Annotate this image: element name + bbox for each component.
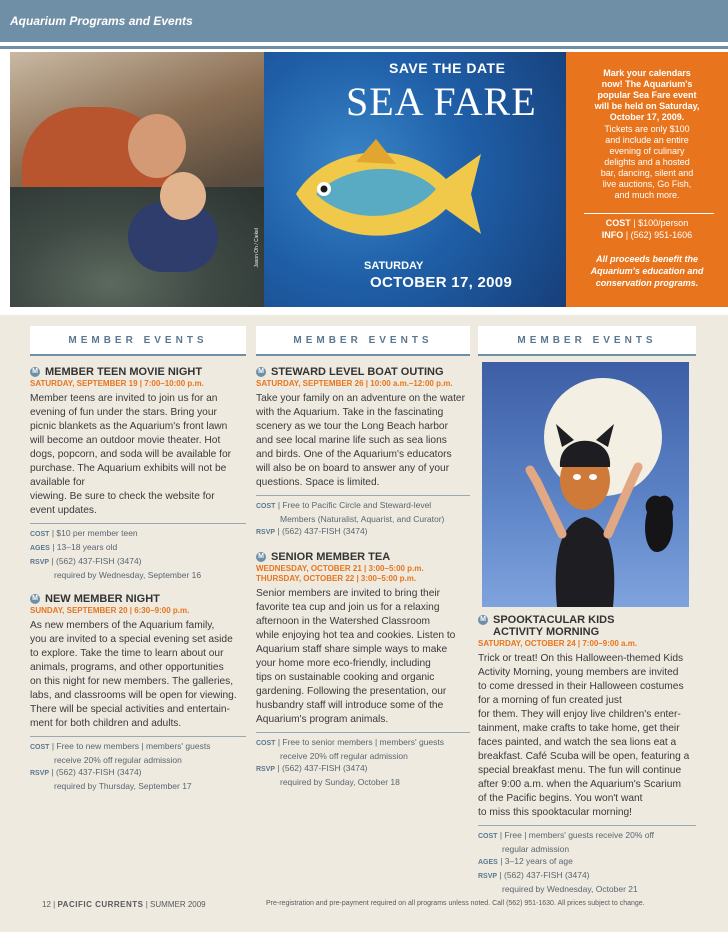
desc-line: event updates. [30,505,97,516]
publication-name: PACIFIC CURRENTS [57,900,144,909]
desc-line: ment for both children and adults. [30,718,182,729]
member-badge-icon: M [30,594,40,604]
desc-line: Take your family on an adventure on the water [256,393,465,404]
section-title: Aquarium Programs and Events [10,14,193,28]
event-date: SATURDAY, OCTOBER 24 | 7:00–9:00 a.m. [478,639,638,648]
rsvp-note: required by Wednesday, October 21 [502,884,638,894]
desc-line: to explore. Take the time to learn about our [30,648,224,659]
events-column-3 [478,326,696,356]
events-column-1 [30,326,246,792]
info-key: INFO [601,230,624,240]
event-details: COST | Free to new members | members' guests receive 20% off regular admission RSVP | (562) 437-FISH (3474) required by Thursday, September 17 [30,740,246,792]
event-date: THURSDAY, OCTOBER 22 | 3:00–5:00 p.m. [256,574,417,583]
event-description [256,392,470,490]
rsvp-note: required by Wednesday, September 16 [54,570,202,580]
desc-line: with the Aquarium. Take in the fascinating [256,407,444,418]
event-date: SATURDAY, SEPTEMBER 19 | 7:00–10:00 p.m. [30,379,204,388]
desc-line: on this night for new members. The galleries, [30,676,234,687]
info-line: live auctions, Go Fish, [602,179,692,189]
events-column-2 [256,326,470,788]
desc-line: viewing. Be sure to check the website for [30,491,215,502]
desc-line: of the Pacific begins. You won't want [478,793,643,804]
event-details: COST | Free to Pacific Circle and Steward-level Members (Naturalist, Aquarist, and Curator) RSVP | (562) 437-FISH (3474) [256,499,470,539]
desc-line: Trick or treat! On this Halloween-themed Kids [478,653,684,664]
desc-line: for them. They will enjoy live children's enter- [478,709,681,720]
fish-illustration-icon [286,134,486,254]
desc-line: husbandry staff will introduce some of the [256,700,444,711]
desc-line: There will be special activities and entertain- [30,704,230,715]
info-line: Mark your calendars [603,68,691,78]
event-title-text: NEW MEMBER NIGHT [45,593,160,605]
desc-line: to come dressed in their Halloween costumes [478,681,684,692]
desc-line: while enjoying hot tea and cookies. Listen to [256,630,456,641]
cost-key: COST [30,531,50,538]
member-badge-icon: M [256,552,266,562]
desc-line: special breakfast menu. The fun will continue [478,765,682,776]
ages-key: AGES [30,545,50,552]
desc-line: Member teens are invited to join us for an [30,393,218,404]
cost-note: receive 20% off regular admission [54,755,182,765]
spooktacular-event [478,614,696,895]
member-events-heading: MEMBER EVENTS [256,326,470,356]
desc-line: dogs, popcorn, and soda will be available for [30,449,232,460]
event-description [478,652,696,820]
photo-figure-boy-head [160,172,206,220]
desc-line: As new members of the Aquarium family, [30,620,215,631]
event-title [478,614,696,626]
event-date: OCTOBER 17, 2009 [370,274,513,291]
member-events-heading: MEMBER EVENTS [30,326,246,356]
rsvp-phone: (562) 437-FISH (3474) [56,767,142,777]
sea-fare-info-panel [566,52,728,307]
header-bar [0,0,728,42]
info-line: delights and a hosted [604,157,690,167]
cost-key: COST [30,744,50,751]
event-date: WEDNESDAY, OCTOBER 21 | 3:00–5:00 p.m. [256,564,424,573]
desc-line: and see local marine life such as sea lions [256,435,447,446]
rsvp-note: required by Thursday, September 17 [54,781,192,791]
desc-line: you are invited to a special evening set aside [30,634,233,645]
cost-value: Free | members' guests receive 20% off [504,830,655,840]
issue-name: SUMMER 2009 [150,900,206,909]
halloween-child-photo [482,362,689,607]
cat-costume-child-icon [482,362,689,607]
proceeds-line: Aquarium's education and [590,266,704,276]
event-title [256,366,470,378]
rsvp-phone: (562) 437-FISH (3474) [282,526,368,536]
member-events-heading: MEMBER EVENTS [478,326,696,356]
desc-line: will become an outdoor movie theater. Hot [30,435,221,446]
desc-line: Aquarium staff share simple ways to make [256,644,448,655]
info-divider [584,213,714,214]
event-description [30,392,246,518]
event-title-text: SPOOKTACULAR KIDS [493,614,615,626]
rsvp-phone: (562) 437-FISH (3474) [282,763,368,773]
rsvp-key: RSVP [30,559,50,566]
event-date: SATURDAY, SEPTEMBER 26 | 10:00 a.m.–12:00 p.m. [256,379,453,388]
sea-fare-title: SEA FARE [346,79,537,124]
desc-line: to miss this spooktacular morning! [478,807,633,818]
cost-key: COST [256,503,276,510]
event-title-text: STEWARD LEVEL BOAT OUTING [271,366,444,378]
desc-line: afternoon in the Watershed Classroom [256,616,431,627]
info-line: October 17, 2009. [609,112,685,122]
event-title-text: SENIOR MEMBER TEA [271,551,391,563]
desc-line: Activity Morning, young members are invited [478,667,679,678]
photo-figure-man-head [128,114,186,178]
event-details: COST | Free to senior members | members' guests receive 20% off regular admission RSVP | (562) 437-FISH (3474) required by Sunday, October 18 [256,736,470,788]
rsvp-key: RSVP [256,529,276,536]
rsvp-phone: (562) 437-FISH (3474) [56,556,142,566]
cost-note: regular admission [502,844,570,854]
page-footer: 12 | PACIFIC CURRENTS | SUMMER 2009 [42,900,206,909]
proceeds-line: conservation programs. [595,278,699,288]
event-divider [30,523,246,524]
desc-line: questions. Space is limited. [256,477,380,488]
desc-line: after 9:00 a.m. when the Aquarium's Scarium [478,779,681,790]
save-the-date-text: SAVE THE DATE [389,60,506,76]
photo-credit: Jason Oh / Ciekel [254,227,260,267]
ages-value: 3–12 years of age [504,856,573,866]
event-title [30,366,246,378]
event-details: COST | $10 per member teen AGES | 13–18 years old RSVP | (562) 437-FISH (3474) required by Wednesday, September 16 [30,527,246,581]
footer-note: Pre-registration and pre-payment required on all programs unless noted. Call (562) 951-1630. All prices subject to change. [266,900,645,907]
rsvp-note: required by Sunday, October 18 [280,777,400,787]
event-title-line2: ACTIVITY MORNING [493,626,600,638]
page-number: 12 [42,900,51,909]
desc-line: animals, programs, and other opportunities [30,662,224,673]
event-date: SUNDAY, SEPTEMBER 20 | 6:30–9:00 p.m. [30,606,190,615]
event-title [30,593,246,605]
event-divider [478,825,696,826]
sea-fare-banner [264,52,566,307]
desc-line: and birds. One of the Aquarium's educators [256,449,452,460]
member-badge-icon: M [30,367,40,377]
info-line: Tickets are only $100 [604,124,690,134]
cost-value: Free to senior members | members' guests [282,737,444,747]
desc-line: purchase. The Aquarium exhibits will not be available for [30,463,227,488]
event-divider [30,736,246,737]
desc-line: breakfast. Café Scuba will be open, featuring a [478,751,690,762]
cost-key: COST [478,833,498,840]
info-line: popular Sea Fare event [597,90,697,100]
ages-key: AGES [478,859,498,866]
info-phone: (562) 951-1606 [630,230,693,240]
proceeds-line: All proceeds benefit the [595,254,699,264]
desc-line: tips on sustainable cooking and organic [256,672,435,683]
rsvp-key: RSVP [256,766,276,773]
cost-value: Free to new members | members' guests [56,741,211,751]
header-divider [0,46,728,49]
ages-value: 13–18 years old [56,542,118,552]
info-line: now! The Aquarium's [601,79,693,89]
rsvp-phone: (562) 437-FISH (3474) [504,870,590,880]
event-divider [256,495,470,496]
desc-line: tainment, make crafts to take home, get their [478,723,680,734]
desc-line: Senior members are invited to bring their [256,588,441,599]
cost-key: COST [256,740,276,747]
desc-line: will also be on board to answer any of your [256,463,450,474]
desc-line: labs, and classrooms will be open for viewing. [30,690,237,701]
rsvp-key: RSVP [478,873,498,880]
member-badge-icon: M [478,615,488,625]
desc-line: evening of fun under the stars. Bring your [30,407,217,418]
cost-note: Members (Naturalist, Aquarist, and Curator) [280,514,445,524]
cost-line: COST | $100/person [605,218,689,228]
desc-line: scenery as we tour the Long Beach harbor [256,421,448,432]
cost-note: receive 20% off regular admission [280,751,408,761]
desc-line: gardening. Following the presentation, our [256,686,447,697]
desc-line: faces painted, and watch the sea lions eat a [478,737,677,748]
event-title-text: MEMBER TEEN MOVIE NIGHT [45,366,203,378]
event-title [256,551,470,563]
info-line: and much more. [614,190,680,200]
info-line: bar, dancing, silent and [600,168,694,178]
touch-pool-photo [10,52,264,307]
info-phone-line: INFO | (562) 951-1606 [601,230,693,240]
cost-value: $100/person [638,218,689,228]
event-divider [256,732,470,733]
member-badge-icon: M [256,367,266,377]
desc-line: your home more eco-friendly, including [256,658,431,669]
info-line: evening of culinary [609,146,685,156]
rsvp-key: RSVP [30,770,50,777]
event-day: SATURDAY [364,260,424,272]
desc-line: favorite tea cup and join us for a relaxing [256,602,440,613]
event-description [256,587,470,727]
desc-line: picnic blankets as the Aquarium's front lawn [30,421,228,432]
event-details: COST | Free | members' guests receive 20% off regular admission AGES | 3–12 years of age RSVP | (562) 437-FISH (3474) required by Wednesday, October 21 [478,829,696,895]
cost-value: $10 per member teen [56,528,138,538]
cost-key: COST [605,218,631,228]
desc-line: Aquarium's program animals. [256,714,389,725]
desc-line: for a morning of fun created just [478,695,622,706]
cost-value: Free to Pacific Circle and Steward-level [282,500,432,510]
info-line: and include an entire [605,135,689,145]
info-line: will be held on Saturday, [594,101,700,111]
event-description [30,619,246,731]
